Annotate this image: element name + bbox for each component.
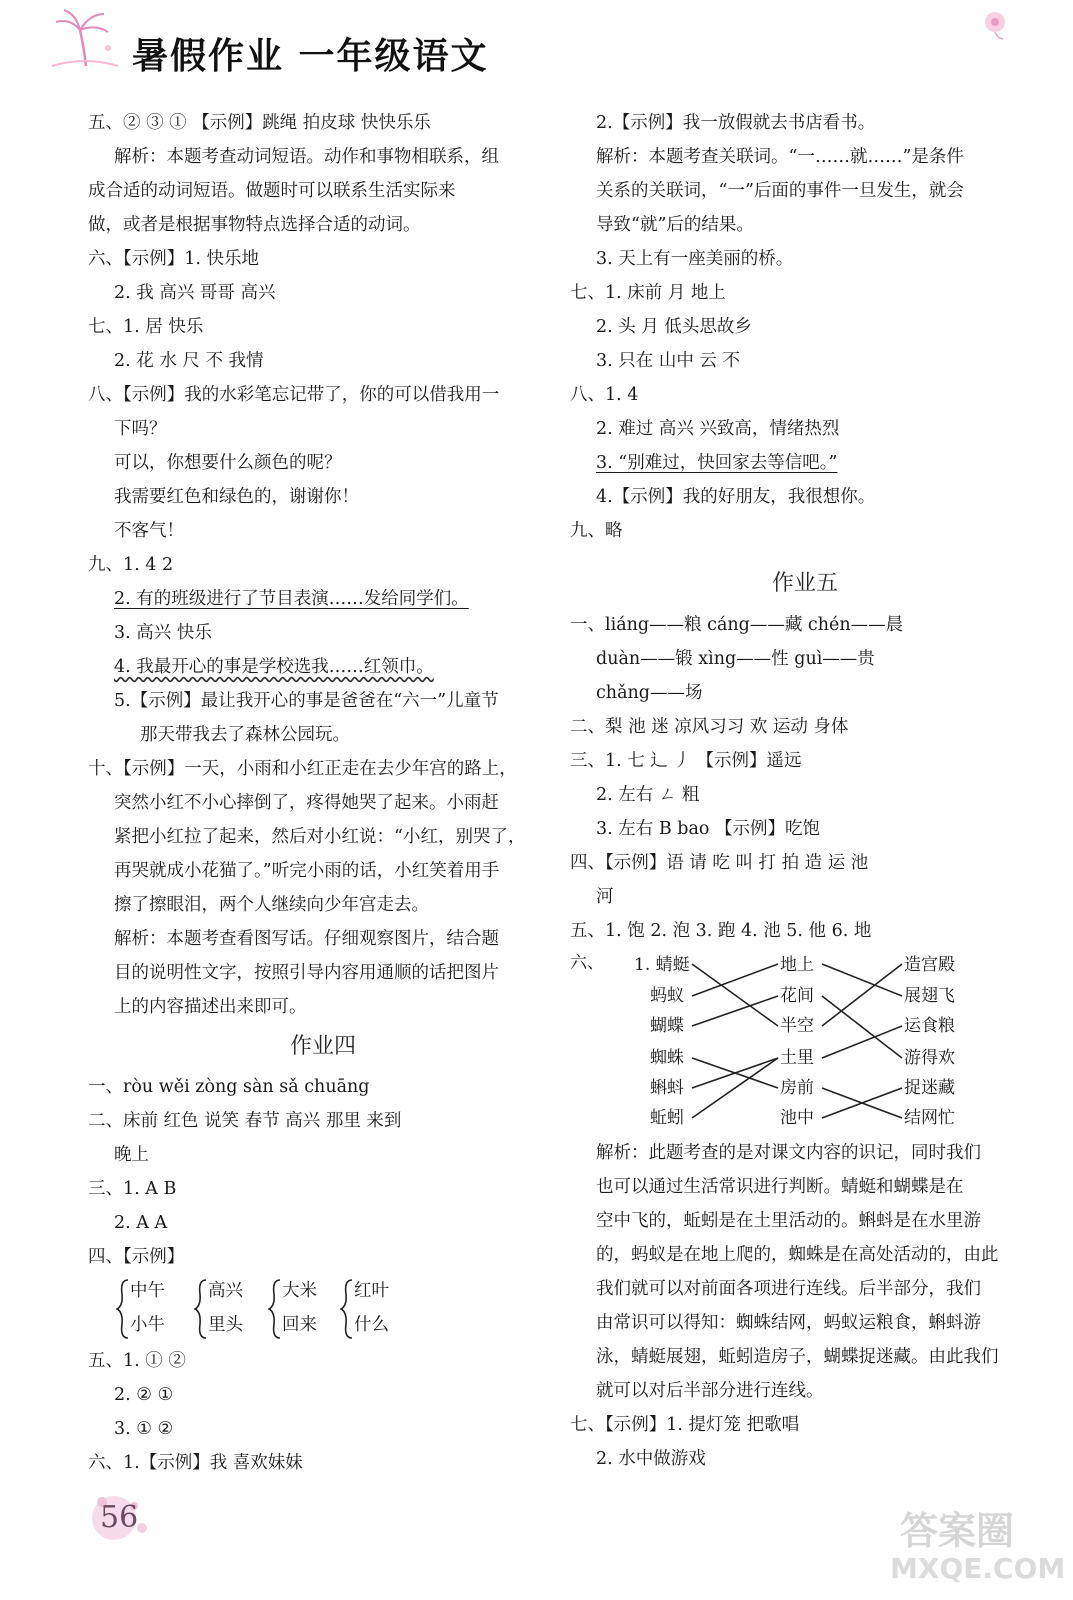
answer-line: 四、【示例】语 请 吃 叫 打 拍 造 运 池 [570,853,869,873]
answer-line [88,650,558,684]
match-mid-item: 半空 [780,1016,814,1036]
match-right-item: 展翅飞 [904,986,955,1006]
answer-line: 七、1. 床前 月 地上 [570,283,726,303]
section-title-5: 作业五 [771,571,838,596]
answer-line: duàn——锻 xìng——性 guì——贵 [596,649,875,669]
answer-line: 八、1. 4 [570,385,639,405]
answer-line: 五、1. ① ② [88,1351,186,1371]
match-right-item: 捉迷藏 [904,1078,955,1098]
watermark-text: 答案圈 [900,1508,1015,1553]
analysis-line: 成合适的动词短语。做题时可以联系生活实际来 [88,181,456,201]
answer-line: 再哭就成小花猫了。”听完小雨的话，小红笑着用手 [114,861,500,881]
answer-line: 4.【示例】我的好朋友，我很想你。 [596,487,876,507]
palm-tree-icon [50,8,120,68]
match-mid-item: 房前 [780,1078,814,1098]
match-left-item: 蝴蝶 [650,1016,684,1036]
analysis-line: 泳，蜻蜓展翅，蚯蚓造房子，蝴蝶捉迷藏。由此我们 [596,1347,999,1367]
answer-line: 5.【示例】最让我开心的事是爸爸在“六一”儿童节 [114,691,499,711]
match-right-item: 游得欢 [904,1048,955,1068]
answer-line: 三、1. A B [88,1179,177,1199]
match-left-item: 蜘蛛 [650,1048,684,1068]
answer-line: 我需要红色和绿色的，谢谢你！ [114,487,359,507]
match-right-item: 造宫殿 [904,955,955,975]
analysis-line: 的，蚂蚁是在地上爬的，蜘蛛是在高处活动的，由此 [596,1245,999,1265]
watermark-url: MXQE.COM [890,1552,1066,1585]
answer-line: 七、1. 居 快乐 [88,317,204,337]
answer-line: 九、1. 4 2 [88,555,174,575]
page-number: 56 [100,1500,139,1535]
answer-line: 紧把小红拉了起来，然后对小红说：“小红，别哭了， [114,827,526,847]
match-left-item: 蝌蚪 [650,1078,684,1098]
match-right-item: 结网忙 [904,1108,955,1128]
answer-line: 擦了擦眼泪，两个人继续向少年宫走去。 [114,895,429,915]
analysis-line: 导致“就”后的结果。 [596,215,754,235]
analysis-line: 由常识可以得知：蜘蛛结网，蚂蚁运粮食，蝌蚪游 [596,1313,981,1333]
underlined-answer: 3. “别难过，快回家去等信吧。” [596,453,838,473]
answer-line: 不客气！ [114,521,184,541]
matching-diagram [570,948,1040,1136]
analysis-line: 目的说明性文字，按照引导内容用通顺的话把图片 [114,963,499,983]
answer-line: 八、【示例】我的水彩笔忘记带了，你的可以借我用一 [88,385,500,405]
answer-line: 3. 天上有一座美丽的桥。 [596,249,794,269]
analysis-line: 我们就可以对前面各项进行连线。后半部分，我们 [596,1279,981,1299]
matching-label: 六、 [570,953,604,973]
match-left-item: 蚯蚓 [650,1108,684,1128]
brace-word: 里头 [208,1315,243,1335]
brace-word: 什么 [354,1315,389,1335]
answer-line: 2. 水中做游戏 [596,1449,706,1469]
brace-word: 回来 [282,1315,317,1335]
answer-line: 2. 难过 高兴 兴致高，情绪热烈 [596,419,840,439]
brace-icon [194,1278,208,1340]
answer-line: 四、【示例】 [88,1247,185,1267]
match-right-item: 运食粮 [904,1016,955,1036]
analysis-line: 上的内容描述出来即可。 [114,997,307,1017]
answer-line: 九、略 [570,521,623,541]
analysis-line: 也可以通过生活常识进行判断。蜻蜓和蝴蝶是在 [596,1177,964,1197]
left-column [88,106,558,1480]
answer-line [88,582,558,616]
answer-line: 2. 我 高兴 哥哥 高兴 [114,283,276,303]
page-header [0,0,1073,100]
answer-line [570,446,1040,480]
match-left-item: 1. 蜻蜓 [634,955,690,975]
section-title-4: 作业四 [289,1034,356,1059]
answer-line: 五、② ③ ① 【示例】跳绳 拍皮球 快快乐乐 [88,113,431,133]
brace-icon [116,1278,130,1340]
answer-line: chǎng——场 [596,683,703,703]
answer-line: 二、床前 红色 说笑 春节 高兴 那里 来到 [88,1111,402,1131]
match-mid-item: 花间 [780,986,814,1006]
analysis-line: 解析：本题考查关联词。“一……就……”是条件 [596,147,964,167]
answer-line: 2. 左右 ㄥ 粗 [596,785,700,805]
analysis-line: 解析：本题考查看图写话。仔细观察图片，结合题 [114,929,499,949]
answer-line: 2.【示例】我一放假就去书店看书。 [596,113,876,133]
answer-line: 2. 头 月 低头思故乡 [596,317,752,337]
underlined-answer: 2. 有的班级进行了节目表演……发给同学们。 [114,589,469,609]
brace-group [268,1274,348,1344]
brace-icon [268,1278,282,1340]
answer-line: 3. 只在 山中 云 不 [596,351,740,371]
analysis-line: 做，或者是根据事物特点选择合适的动词。 [88,215,421,235]
match-mid-item: 地上 [780,955,814,975]
right-column [570,106,1040,1476]
answer-line: 七、【示例】1. 提灯笼 把歌唱 [570,1415,800,1435]
answer-line: 3. 左右 B bao 【示例】吃饱 [596,819,820,839]
brace-word-groups [88,1274,558,1344]
brace-word: 红叶 [354,1281,389,1301]
answer-line: 一、liáng——粮 cáng——藏 chén——晨 [570,615,904,635]
answer-line: 十、【示例】一天，小雨和小红正走在去少年宫的路上， [88,759,517,779]
analysis-line: 空中飞的，蚯蚓是在土里活动的。蝌蚪是在水里游 [596,1211,981,1231]
answer-line: 下吗？ [114,419,167,439]
match-mid-item: 土里 [780,1048,814,1068]
answer-line: 突然小红不小心摔倒了，疼得她哭了起来。小雨赶 [114,793,499,813]
brace-word: 高兴 [208,1281,243,1301]
brace-group [116,1274,196,1344]
brace-word: 中午 [130,1281,165,1301]
analysis-line: 解析：本题考查动词短语。动作和事物相联系，组 [114,147,499,167]
answer-line: 河 [596,887,614,907]
wavy-underlined-answer: 4. 我最开心的事是学校选我……红领巾。 [114,657,434,677]
brace-group [194,1274,274,1344]
brace-word: 大米 [282,1281,317,1301]
answer-line: 二、梨 池 迷 凉风习习 欢 运动 身体 [570,717,849,737]
answer-line: 2. 花 水 尺 不 我情 [114,351,264,371]
answer-line: 2. A A [114,1213,168,1233]
answer-line: 2. ② ① [114,1385,174,1405]
answer-line: 3. ① ② [114,1419,174,1439]
watermark [880,1500,1066,1590]
answer-line: 六、1.【示例】我 喜欢妹妹 [88,1453,303,1473]
answer-line: 一、ròu wěi zòng sàn sǎ chuāng [88,1077,370,1097]
answer-line: 六、【示例】1. 快乐地 [88,249,260,269]
match-left-item: 蚂蚁 [650,986,684,1006]
answer-line: 五、1. 饱 2. 泡 3. 跑 4. 池 5. 他 6. 地 [570,921,872,941]
answer-line: 那天带我去了森林公园玩。 [140,725,350,745]
analysis-line: 关系的关联词，“一”后面的事件一旦发生，就会 [596,181,964,201]
answer-line: 三、1. 七 辶 丿 【示例】遥远 [570,751,802,771]
brace-word: 小牛 [130,1315,165,1335]
brace-icon [340,1278,354,1340]
analysis-line: 解析：此题考查的是对课文内容的识记，同时我们 [596,1143,981,1163]
answer-line: 3. 高兴 快乐 [114,623,212,643]
page-title: 暑假作业 一年级语文 [132,36,489,77]
flower-icon [975,8,1015,40]
answer-line: 晚上 [114,1145,149,1165]
brace-group [340,1274,420,1344]
match-mid-item: 池中 [780,1108,814,1128]
analysis-line: 就可以对后半部分进行连线。 [596,1381,824,1401]
answer-line: 可以，你想要什么颜色的呢？ [114,453,342,473]
